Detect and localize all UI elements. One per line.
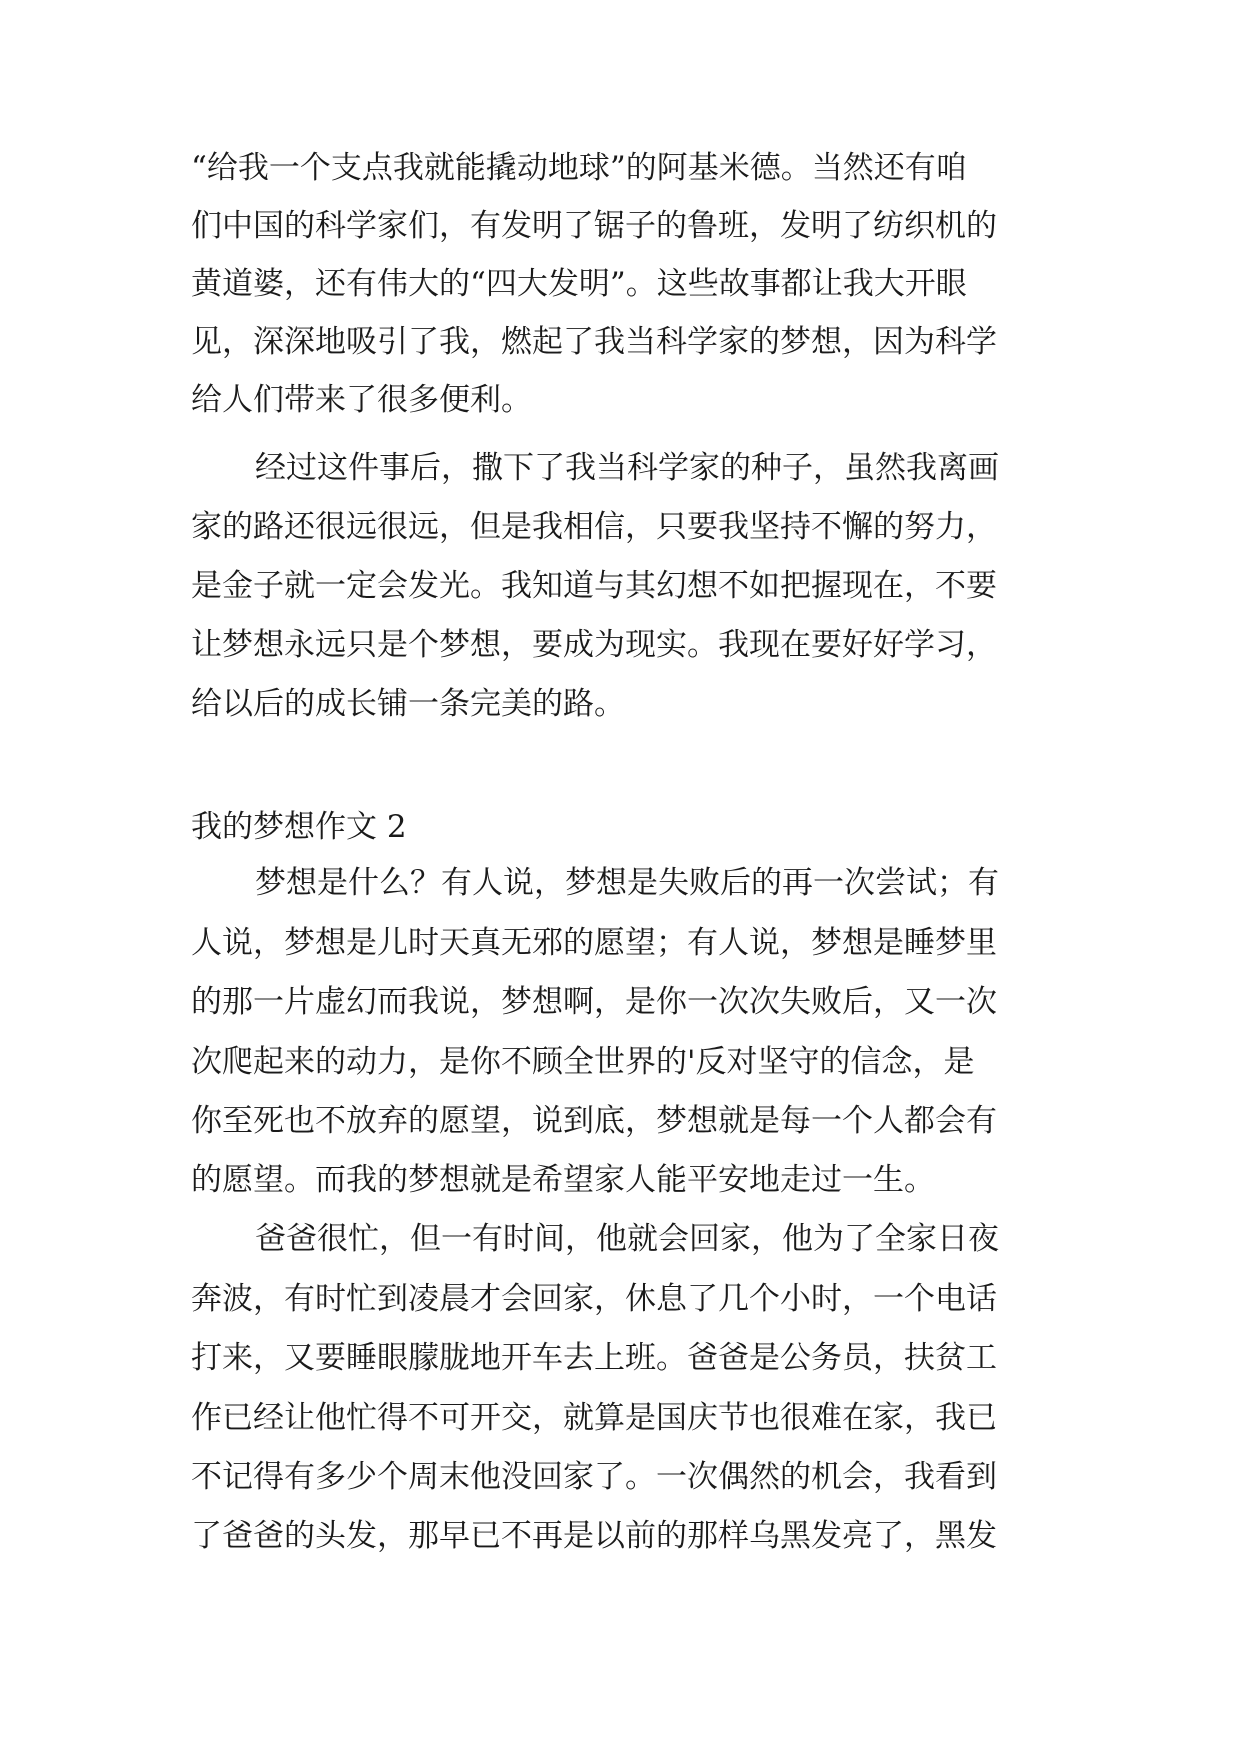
text-line: 梦想是什么？有人说，梦想是失败后的再一次尝试；有 xyxy=(255,865,999,901)
text-line: 人说，梦想是儿时天真无邪的愿望；有人说，梦想是睡梦里 xyxy=(191,925,997,961)
text-line: 次爬起来的动力，是你不顾全世界的'反对坚守的信念，是 xyxy=(191,1044,975,1080)
text-line: 给人们带来了很多便利。 xyxy=(191,382,532,418)
text-line: 不记得有多少个周末他没回家了。一次偶然的机会，我看到 xyxy=(191,1459,997,1495)
text-line: 奔波，有时忙到凌晨才会回家，休息了几个小时，一个电话 xyxy=(191,1281,997,1317)
text-line: 的愿望。而我的梦想就是希望家人能平安地走过一生。 xyxy=(191,1162,935,1198)
text-line: 们中国的科学家们，有发明了锯子的鲁班，发明了纺织机的 xyxy=(191,208,997,244)
text-line: 经过这件事后，撒下了我当科学家的种子，虽然我离画 xyxy=(255,450,999,486)
text-line: 让梦想永远只是个梦想，要成为现实。我现在要好好学习， xyxy=(191,627,997,663)
text-line: 打来，又要睡眼朦胧地开车去上班。爸爸是公务员，扶贫工 xyxy=(191,1340,997,1376)
section-title: 我的梦想作文 2 xyxy=(191,809,407,845)
text-line: 爸爸很忙，但一有时间，他就会回家，他为了全家日夜 xyxy=(255,1221,999,1257)
text-line: “给我一个支点我就能撬动地球”的阿基米德。当然还有咱 xyxy=(191,150,967,186)
text-line: 作已经让他忙得不可开交，就算是国庆节也很难在家，我已 xyxy=(191,1400,997,1436)
text-line: 家的路还很远很远，但是我相信，只要我坚持不懈的努力， xyxy=(191,509,997,545)
text-line: 你至死也不放弃的愿望，说到底，梦想就是每一个人都会有 xyxy=(191,1103,997,1139)
text-line: 见，深深地吸引了我，燃起了我当科学家的梦想，因为科学 xyxy=(191,324,997,360)
text-line: 是金子就一定会发光。我知道与其幻想不如把握现在，不要 xyxy=(191,568,997,604)
text-line: 黄道婆，还有伟大的“四大发明”。这些故事都让我大开眼 xyxy=(191,266,967,302)
text-line: 的那一片虚幻而我说，梦想啊，是你一次次失败后，又一次 xyxy=(191,984,997,1020)
text-line: 了爸爸的头发，那早已不再是以前的那样乌黑发亮了，黑发 xyxy=(191,1518,997,1554)
text-line: 给以后的成长铺一条完美的路。 xyxy=(191,686,625,722)
